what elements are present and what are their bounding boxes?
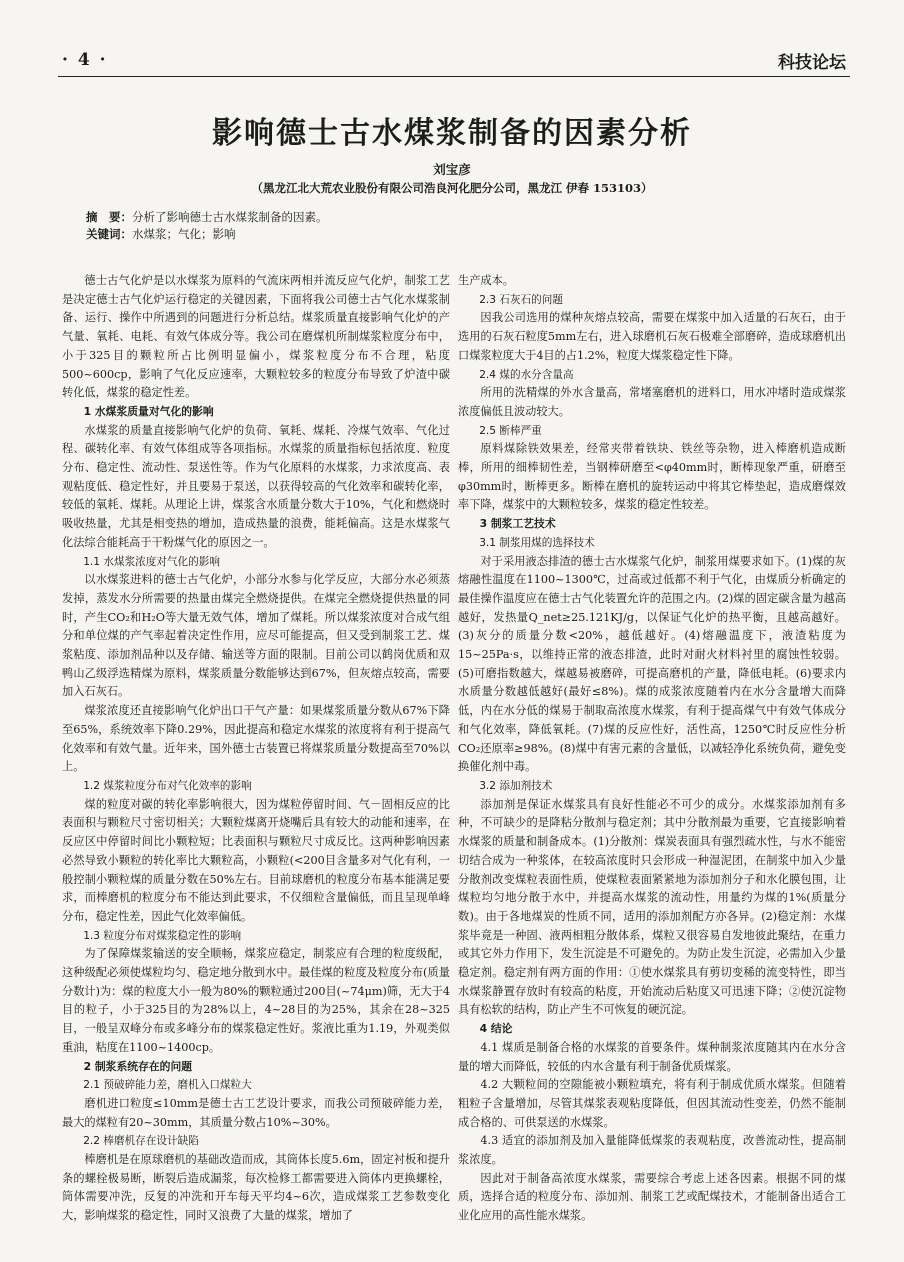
- abstract-label: 摘 要：: [86, 210, 132, 224]
- header-rule: [58, 76, 850, 77]
- body-paragraph: 磨机进口粒度≤10mm是德士古工艺设计要求，而我公司预破碎能力差，最大的煤粒有20~30mm，其质量分数占10%~30%。: [62, 1096, 450, 1129]
- body-paragraph: 德士古气化炉是以水煤浆为原料的气流床两相并流反应气化炉，制浆工艺是决定德士古气化炉运行稳定的关键因素，下面将我公司德士古气化水煤浆制备、运行、操作中所遇到的问题进行分析总结。煤浆质量直接影响气化炉的产气量、氧耗、电耗、有效气体成分等。我公司在磨煤机所制煤浆粒度分布中，小于325目的颗粒所占比例明显偏小，煤浆粒度分布不合理，粘度500~600cp，影响了气化反应速率，大颗粒较多的粒度分布导致了炉渣中碳转化低，煤浆的稳定性差。: [62, 274, 450, 400]
- subsection-heading: 1.2 煤浆粒度分布对气化效率的影响: [83, 779, 252, 792]
- body-paragraph: 煤浆浓度还直接影响气化炉出口干气产量：如果煤浆质量分数从67%下降至65%，系统效率下降0.29%，因此提高和稳定水煤浆的浓度将有利于提高气化效率和有效气量。近年来，国外德士古装置已将煤浆质量分数提高至70%以上。: [62, 704, 450, 774]
- abstract-line: [86, 209, 328, 226]
- body-paragraph: 4.1 煤质是制备合格的水煤浆的首要条件。煤种制浆浓度随其内在水分含量的增大而降低，较低的内水含量有利于制备优质煤浆。: [458, 1040, 846, 1073]
- section-heading: 3 制浆工艺技术: [479, 517, 556, 531]
- subsection-heading: 2.1 预破碎能力差，磨机入口煤粒大: [83, 1079, 252, 1092]
- body-paragraph: 添加剂是保证水煤浆具有良好性能必不可少的成分。水煤浆添加剂有多种，不可缺少的是降粘分散剂与稳定剂；其中分散剂最为重要，它直接影响着水煤浆的质量和制备成本。(1)分散剂：煤炭表面具有强烈疏水性，与水不能密切结合成为一种浆体，在较高浓度时只会形成一种湿泥团，在制浆中加入少量分散剂改变煤粒表面性质，使煤粒表面紧紧地为添加剂分子和水化膜包围，让煤粒均匀地分散于水中，并提高水煤浆的流动性，用量约为煤的1%(质量分数)。由于各地煤炭的性质不同，适用的添加剂配方亦各异。(2)稳定剂：水煤浆毕竟是一种固、液两相粗分散体系，煤粒又很容易自发地彼此聚结，在重力或其它外力作用下，发生沉淀是不可避免的。为防止发生沉淀，必需加入少量稳定剂。稳定剂有两方面的作用：①使水煤浆具有剪切变稀的流变特性，即当水煤浆静置存放时有较高的粘度，开始流动后粘度又可迅速下降；②使沉淀物具有松软的结构，防止产生不可恢复的硬沉淀。: [458, 797, 846, 1017]
- section-heading: 4 结论: [479, 1022, 513, 1036]
- subsection-heading: 3.2 添加剂技术: [479, 779, 553, 792]
- article-author: 刘宝彦: [433, 162, 471, 177]
- body-paragraph: 以水煤浆进料的德士古气化炉，小部分水参与化学反应，大部分水必须蒸发掉，蒸发水分所需要的热量由煤完全燃烧提供。在煤完全燃烧提供热量的同时，产生CO₂和H₂O等大量无效气体，增加了煤耗。所以煤浆浓度对合成气组分和单位煤的产气率起着决定性作用，应尽可能提高，但又受到制浆工艺、煤浆粘度、添加剂品种以及存储、输送等方面的限制。目前公司以鹤岗优质和双鸭山乙级浮选精煤为原料，煤浆质量分数能够达到67%，但灰熔点较高，需要加入石灰石。: [62, 573, 450, 699]
- page-number: · 4 ·: [62, 50, 108, 70]
- subsection-heading: 1.1 水煤浆浓度对气化的影响: [83, 555, 220, 568]
- body-paragraph: 煤的粒度对碳的转化率影响很大，因为煤粒停留时间、气－固相反应的比表面积与颗粒尺寸密切相关；大颗粒煤离开烧嘴后具有较大的动能和速率，在反应区中停留时间比小颗粒短；比表面积与颗粒尺寸成反比。这两种影响因素必然导致小颗粒的转化率比大颗粒高，小颗粒(<200目含量多对气化有利，一般控制小颗粒煤的质量分数在50%左右。目前球磨机的粒度分布基本能满足要求，而棒磨机的粒度分布不能达到此要求，不仅细粒含量偏低，而且呈现单峰分布，稳定性差，因此气化效率偏低。: [62, 797, 450, 923]
- body-paragraph: 因我公司选用的煤种灰熔点较高，需要在煤浆中加入适量的石灰石，由于选用的石灰石粒度5mm左右，进入球磨机石灰石极难全部磨碎，造成球磨机出口煤浆粒度大于4目的占1.2%，粒度大煤浆稳定性下降。: [458, 311, 846, 362]
- body-paragraph: 为了保障煤浆输送的安全顺畅，煤浆应稳定，制浆应有合理的粒度级配，这种级配必须使煤粒均匀、稳定地分散到水中。最佳煤的粒度及粒度分布(质量分数计)为：煤的粒度大小一般为80%的颗粒通过200目(~74μm)筛，无大于4目的粒子，小于325目的为28%以上，4~28目的为25%，其余在28~325目，一般呈双峰分布或多峰分布的煤浆稳定性好。浆液比重为1.19，外观类似重油，粘度在1100~1400cp。: [62, 947, 450, 1054]
- article-title: 影响德士古水煤浆制备的因素分析: [212, 116, 692, 151]
- subsection-heading: 2.3 石灰石的问题: [479, 293, 563, 306]
- subsection-heading: 2.4 煤的水分含量高: [479, 368, 574, 381]
- subsection-heading: 2.5 断棒严重: [479, 424, 542, 437]
- body-paragraph: 水煤浆的质量直接影响气化炉的负荷、氧耗、煤耗、冷煤气效率、气化过程、碳转化率、有效气体组成等各项指标。水煤浆的质量指标包括浓度、粒度分布、稳定性、流动性、泵送性等。作为气化原料的水煤浆，力求浓度高、表观粘度低、稳定性好，并且要易于泵送，以获得较高的气化效率和碳转化率，较低的氧耗、煤耗。从理论上讲，煤浆含水质量分数大于10%，气化和燃烧时吸收热量，尤其是相变热的增加，造成热量的浪费，能耗偏高。这是水煤浆气化法综合能耗高于干粉煤气化的原因之一。: [62, 423, 450, 549]
- section-heading: 2 制浆系统存在的问题: [83, 1059, 193, 1073]
- body-paragraph: 4.3 适宜的添加剂及加入量能降低煤浆的表观粘度，改善流动性，提高制浆浓度。: [458, 1134, 846, 1167]
- left-text-column: [62, 272, 450, 1226]
- subsection-heading: 2.2 棒磨机存在设计缺陷: [83, 1135, 199, 1148]
- body-paragraph: 所用的洗精煤的外水含量高，常堵塞磨机的进料口，用水冲堵时造成煤浆浓度偏低且波动较大。: [458, 386, 846, 418]
- body-paragraph: 生产成本。: [458, 274, 514, 287]
- body-paragraph: 4.2 大颗粒间的空隙能被小颗粒填充，将有利于制成优质水煤浆。但随着粗粒子含量增加，尽管其煤浆表观粘度降低，但因其流动性变差，仍然不能制成合格的、可供泵送的水煤浆。: [458, 1078, 846, 1129]
- keywords-label: 关键词：: [86, 227, 132, 241]
- body-paragraph: 因此对于制备高浓度水煤浆，需要综合考虑上述各因素。根据不同的煤质，选择合适的粒度分布、添加剂、制浆工艺或配煤技术，才能制备出适合工业化应用的高性能水煤浆。: [458, 1171, 846, 1223]
- subsection-heading: 3.1 制浆用煤的选择技术: [479, 536, 595, 549]
- abstract-text: 分析了影响德士古水煤浆制备的因素。: [132, 210, 328, 224]
- keywords-text: 水煤浆；气化；影响: [132, 227, 236, 241]
- keywords-line: [86, 226, 328, 243]
- article-affiliation: （黑龙江北大荒农业股份有限公司浩良河化肥分公司，黑龙江 伊春 153103）: [251, 181, 653, 195]
- section-heading: 1 水煤浆质量对气化的影响: [83, 404, 214, 418]
- body-paragraph: 棒磨机是在原球磨机的基础改造而成，其筒体长度5.6m，固定衬板和提升条的螺栓极易断，断裂后造成漏浆，每次检修工都需要进入筒体内更换螺栓，筒体需要冲洗，反复的冲洗和开车每天平均4~6次，造成煤浆工艺参数变化大，影响煤浆的稳定性，同时又浪费了大量的煤浆，增加了: [62, 1153, 450, 1223]
- abstract-block: [86, 209, 328, 243]
- journal-section-name: 科技论坛: [778, 53, 846, 73]
- right-text-column: [458, 272, 846, 1226]
- subsection-heading: 1.3 粒度分布对煤浆稳定性的影响: [83, 929, 242, 942]
- body-paragraph: 对于采用液态排渣的德士古水煤浆气化炉，制浆用煤要求如下。(1)煤的灰熔融性温度在1100~1300℃，过高或过低都不利于气化，由煤质分析确定的最佳操作温度应在德士古气化装置允许的范围之内。(2)煤的固定碳含量为越高越好，发热量Q_net≥25.121KJ/g，以保证气化炉的热平衡，且越高越好。(3)灰分的质量分数<20%，越低越好。(4)熔融温度下，液渣粘度为15~25Pa·s，以维持正常的液态排渣，此时对耐火材料衬里的腐蚀性较弱。(5)可磨指数越大，煤越易被磨碎，可提高磨机的产量，降低电耗。(6)要求内水质量分数越低越好(最好≤8%)。煤的成浆浓度随着内在水分含量增大而降低，内在水分低的煤易于制取高浓度水煤浆，有利于提高煤气中有效气体成分和气化效率，降低氧耗。(7)煤的反应性好，活性高，1250℃时反应性分析CO₂还原率≥98%。(8)煤中有害元素的含量低，以减轻净化系统负荷，避免变换催化剂中毒。: [458, 554, 846, 774]
- body-paragraph: 原料煤除铁效果差，经常夹带着铁块、铁丝等杂物，进入棒磨机造成断棒，所用的细棒韧性差，当钢棒研磨至<φ40mm时，断棒现象严重，研磨至φ30mm时，断棒更多。断棒在磨机的旋转运动中将其它棒垫起，造成磨煤效率下降，煤浆中的大颗粒较多，煤浆的稳定性较差。: [458, 442, 846, 512]
